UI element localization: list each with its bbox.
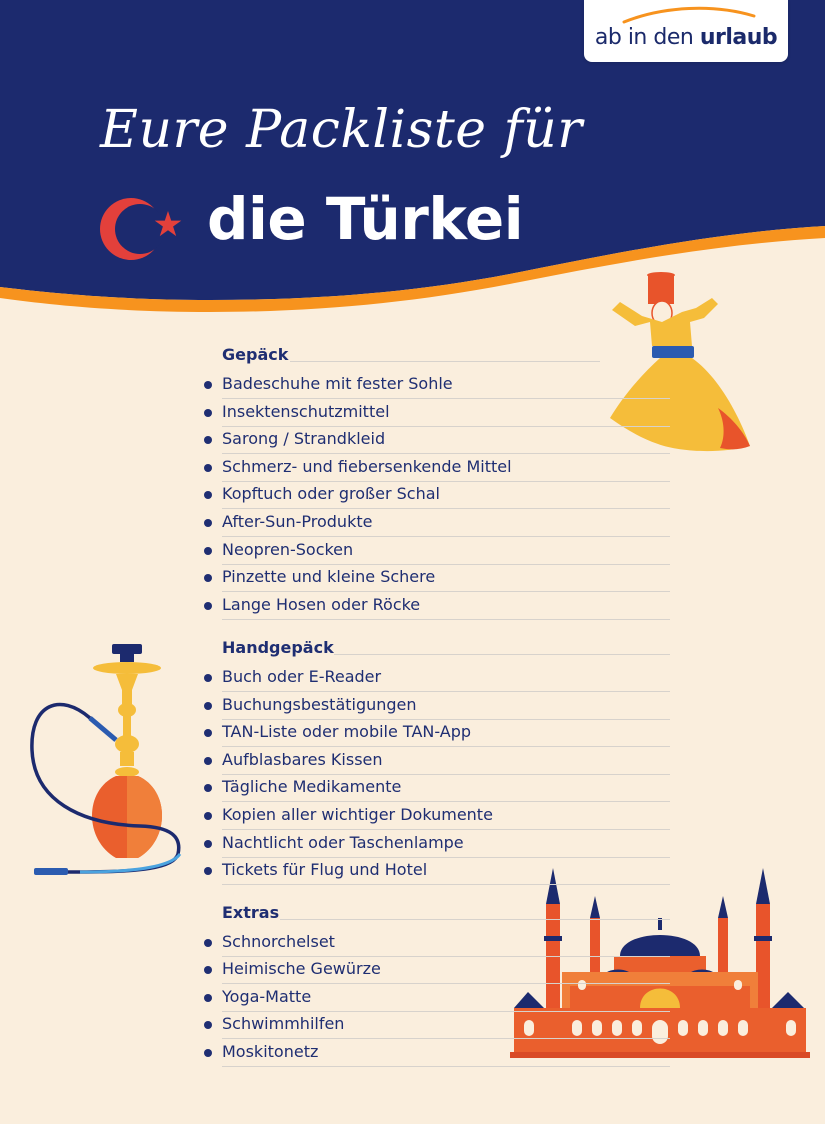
bullet-icon (204, 519, 212, 527)
divider (280, 919, 670, 920)
list-item-label: Nachtlicht oder Taschenlampe (222, 832, 464, 852)
list-item-label: Moskitonetz (222, 1041, 319, 1061)
divider (222, 398, 670, 399)
bullet-icon (204, 1049, 212, 1057)
bullet-icon (204, 436, 212, 444)
list-item-label: Pinzette und kleine Schere (222, 567, 436, 587)
section-title-extras: Extras (222, 903, 280, 922)
logo-text-regular: ab in den (594, 25, 700, 50)
divider (290, 361, 600, 362)
list-item-label: Buchungsbestätigungen (222, 694, 417, 714)
list-item-label: Lange Hosen oder Röcke (222, 594, 421, 614)
list-item-label: Schnorchelset (222, 932, 335, 951)
bullet-icon (204, 464, 212, 472)
list-item (204, 566, 670, 592)
bullet-icon (204, 867, 212, 875)
list-item (204, 804, 670, 830)
list-item (204, 721, 670, 747)
divider (222, 801, 670, 802)
bullet-icon (204, 547, 212, 555)
list-item (204, 428, 670, 454)
crescent-star-icon (98, 196, 188, 262)
divider (334, 654, 670, 655)
bullet-icon (204, 784, 212, 792)
divider (222, 508, 670, 509)
divider (222, 453, 670, 454)
bullet-icon (204, 381, 212, 389)
bullet-icon (204, 674, 212, 682)
list-item (204, 958, 670, 984)
bullet-icon (204, 1021, 212, 1029)
list-item-label: Insektenschutzmittel (222, 401, 390, 421)
divider (222, 591, 670, 592)
list-item (204, 859, 670, 885)
divider (222, 774, 670, 775)
divider (222, 857, 670, 858)
divider (222, 691, 670, 692)
divider (222, 1011, 670, 1012)
list-item-label: Yoga-Matte (222, 986, 312, 1006)
logo-text-bold: urlaub (699, 25, 778, 50)
bullet-icon (204, 602, 212, 610)
bullet-icon (204, 574, 212, 582)
section-title-handgepaeck: Handgepäck (222, 638, 334, 657)
list-item (204, 776, 670, 802)
bullet-icon (204, 702, 212, 710)
list-item (204, 931, 670, 957)
divider (222, 884, 670, 885)
list-item-label: Tickets für Flug und Hotel (222, 860, 428, 880)
bullet-icon (204, 939, 212, 947)
bullet-icon (204, 757, 212, 765)
divider (222, 536, 670, 537)
bullet-icon (204, 840, 212, 848)
list-item (204, 594, 670, 620)
title-line-1: Eure Packliste für (100, 100, 583, 160)
list-item (204, 483, 670, 509)
list-item-label: Heimische Gewürze (222, 959, 381, 979)
list-item (204, 666, 670, 692)
divider (222, 564, 670, 565)
divider (222, 746, 670, 747)
section-title-gepaeck: Gepäck (222, 345, 289, 364)
divider (222, 619, 670, 620)
logo-text (584, 25, 788, 50)
bullet-icon (204, 491, 212, 499)
list-item (204, 694, 670, 720)
divider (222, 983, 670, 984)
list-item (204, 456, 670, 482)
divider (222, 956, 670, 957)
list-item-label: Schwimmhilfen (222, 1014, 345, 1034)
bullet-icon (204, 994, 212, 1002)
list-item-label: Badeschuhe mit fester Sohle (222, 374, 453, 393)
list-item (204, 1041, 670, 1067)
list-item (204, 986, 670, 1012)
hookah-illustration (20, 640, 195, 880)
list-item-label: Tägliche Medikamente (222, 777, 402, 797)
list-item (204, 373, 670, 399)
list-item (204, 539, 670, 565)
list-item-label: Schmerz- und fiebersenkende Mittel (222, 456, 512, 476)
list-item-label: Neopren-Socken (222, 539, 354, 559)
bullet-icon (204, 729, 212, 737)
divider (222, 1066, 670, 1067)
list-item-label: Kopien aller wichtiger Dokumente (222, 805, 493, 824)
brand-logo[interactable] (584, 0, 788, 62)
divider (222, 481, 670, 482)
list-item-label: TAN-Liste oder mobile TAN-App (222, 722, 472, 742)
bullet-icon (204, 966, 212, 974)
list-item (204, 832, 670, 858)
list-item (204, 749, 670, 775)
divider (222, 426, 670, 427)
list-item (204, 1013, 670, 1039)
list-item-label: Kopftuch oder großer Schal (222, 484, 440, 504)
list-item-label: Sarong / Strandkleid (222, 429, 386, 449)
divider (222, 719, 670, 720)
title-line-2: die Türkei (207, 185, 524, 253)
list-item-label: Aufblasbares Kissen (222, 749, 383, 769)
bullet-icon (204, 812, 212, 820)
list-item-label: After-Sun-Produkte (222, 512, 373, 531)
list-item (204, 511, 670, 537)
list-item-label: Buch oder E-Reader (222, 667, 382, 686)
list-item (204, 401, 670, 427)
divider (222, 1038, 670, 1039)
divider (222, 829, 670, 830)
bullet-icon (204, 409, 212, 417)
